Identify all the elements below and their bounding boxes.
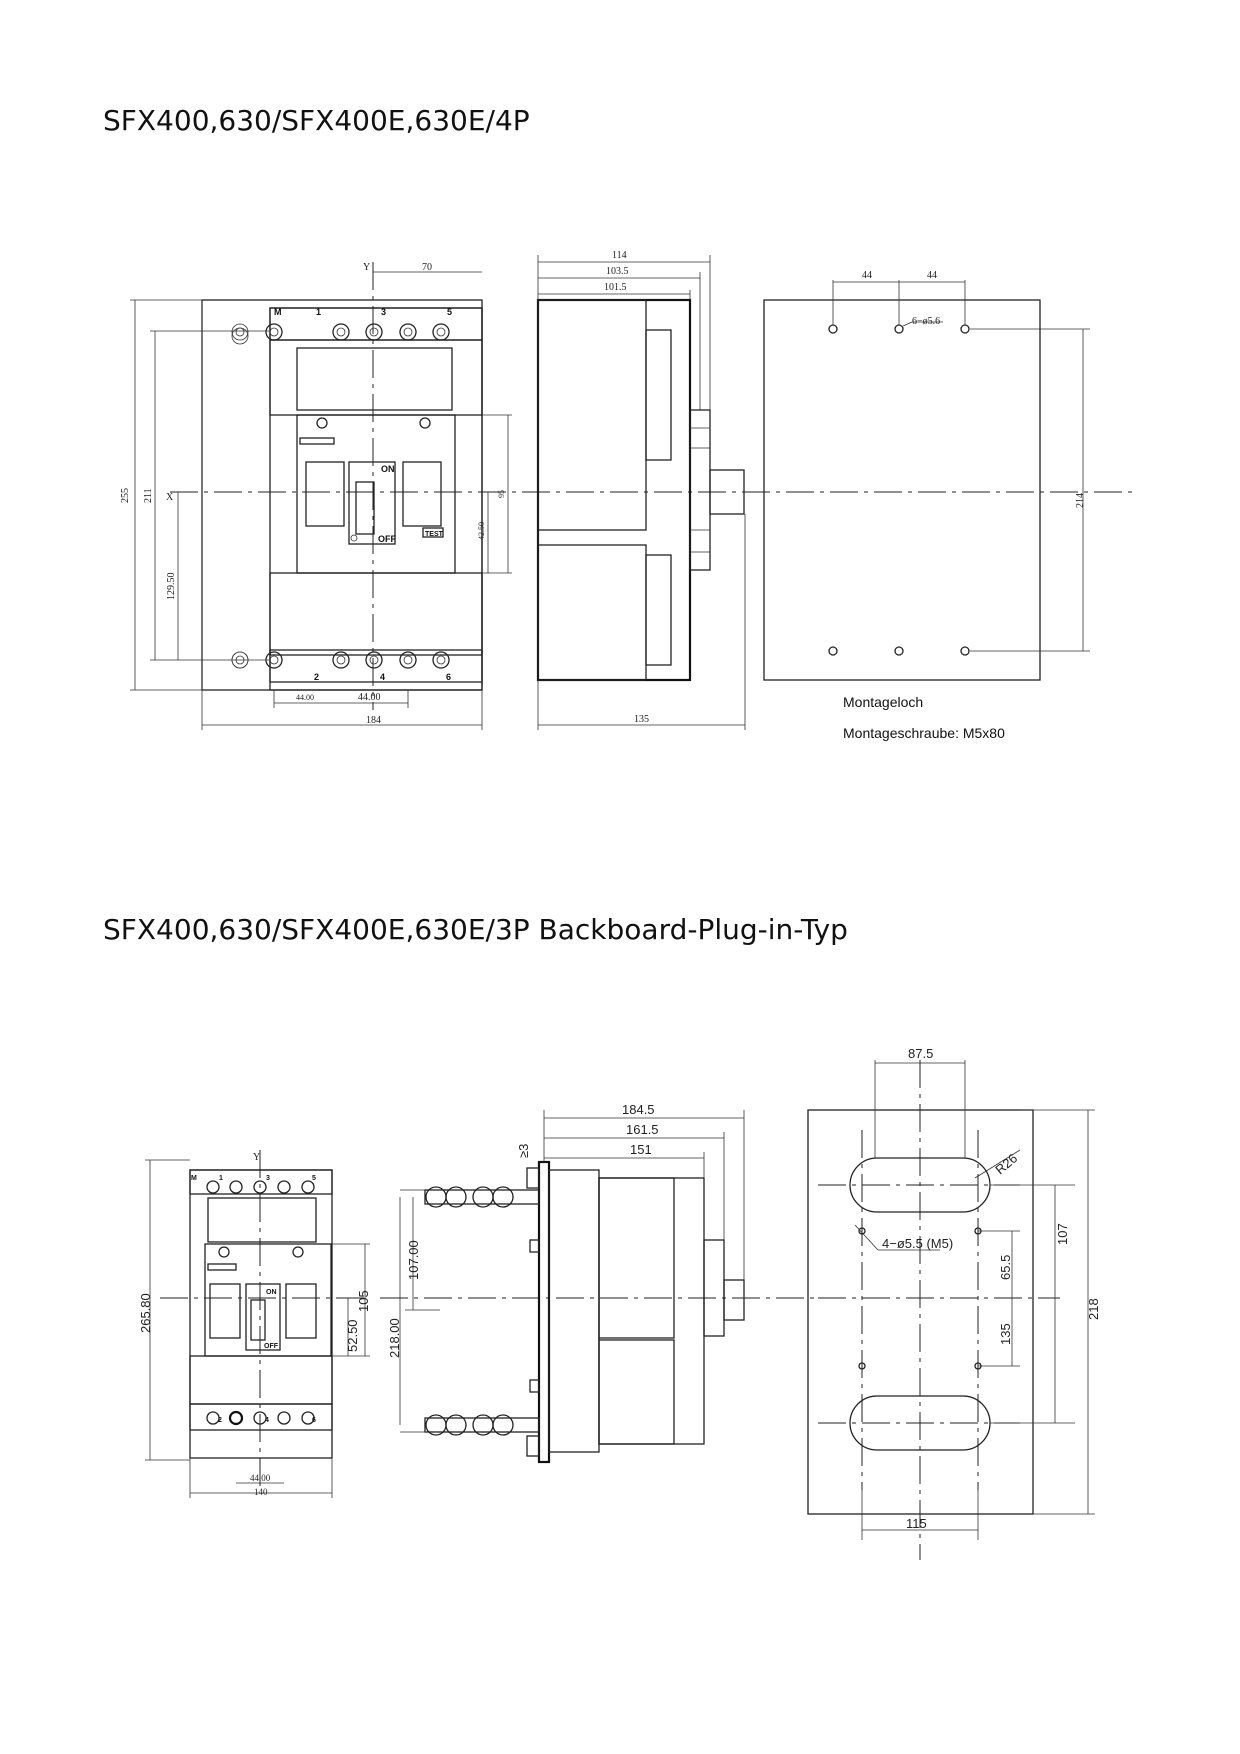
terminal-label-2: 2 [314, 672, 320, 682]
dim-window-height-2: 42.50 [477, 522, 486, 540]
dim-side-d3: 151 [630, 1142, 652, 1157]
dim-plate-holes: 6−ø5.6 [912, 316, 941, 327]
dim-half-width: 70 [422, 262, 432, 273]
dim-pole-pitch-b: 44.00 [358, 692, 381, 703]
front-cover [205, 1244, 331, 1356]
dim-plate-holes: 4−ø5.5 (M5) [882, 1236, 954, 1251]
dim-pole-pitch: 44.00 [250, 1473, 271, 1483]
breaker-body [190, 1170, 332, 1458]
switch-off-label: OFF [378, 534, 396, 544]
axis-x-label: X [166, 492, 174, 503]
dim-plate-v-inner: 65.5 [998, 1254, 1013, 1280]
dim-plate-width-top: 87.5 [908, 1046, 934, 1061]
terminal-label-3: 3 [381, 307, 387, 317]
section-title-3p-plug-in: SFX400,630/SFX400E,630E/3P Backboard-Plug-in-Typ [103, 913, 848, 946]
front-view-3p [138, 1150, 371, 1498]
terminal-label-6: 6 [312, 1417, 316, 1424]
dim-pole-pitch-a: 44.00 [296, 693, 314, 702]
switch-off-label: OFF [264, 1343, 278, 1350]
handle-base [690, 410, 710, 570]
axis-y-label: Y [363, 262, 371, 273]
breaker-side-body [599, 1178, 704, 1444]
front-view-4p [120, 262, 1135, 730]
dim-height-total: 255 [120, 488, 131, 503]
dim-mount-height: 211 [143, 488, 154, 503]
test-button-label[interactable]: TEST [425, 531, 443, 538]
dim-lower-height: 52.50 [345, 1319, 360, 1352]
dim-plate-v-mid: 135 [998, 1323, 1013, 1345]
terminal-label-3: 3 [266, 1175, 270, 1182]
top-cover-panel [297, 348, 452, 410]
dim-side-d2: 103.5 [606, 266, 629, 277]
dim-side-d2: 161.5 [626, 1122, 659, 1137]
front-cover [297, 415, 455, 573]
dim-lower-height: 129.50 [166, 572, 177, 600]
terminal-label-m: M [274, 307, 282, 317]
cover-screw-icon [420, 418, 430, 428]
dim-plate-width-bottom: 115 [906, 1516, 927, 1531]
dim-side-d3: 101.5 [604, 282, 627, 293]
dim-width-total: 184 [366, 715, 381, 726]
cover-screw-icon [219, 1247, 229, 1257]
terminal-label-1: 1 [219, 1175, 223, 1182]
side-view-3p [380, 1102, 830, 1462]
dim-side-v1: 107.00 [406, 1240, 421, 1280]
cover-screw-icon [317, 418, 327, 428]
plate-outline [764, 300, 1040, 680]
dim-side-gap: ≥3 [516, 1143, 531, 1158]
terminal-label-m: M [191, 1175, 197, 1182]
mounting-hole-icon [829, 647, 837, 655]
window-right [403, 462, 441, 526]
outer-frame [202, 300, 482, 690]
switch-on-label: ON [381, 464, 395, 474]
terminal-label-5: 5 [447, 307, 453, 317]
mounting-hole-icon [895, 647, 903, 655]
mounting-hole-icon [895, 325, 903, 333]
dim-side-d1: 184.5 [622, 1102, 655, 1117]
section-title-4p: SFX400,630/SFX400E,630E/4P [103, 104, 530, 137]
mounting-hole-icon [961, 647, 969, 655]
dim-side-v2: 218.00 [387, 1318, 402, 1358]
dim-plate-spacing-a: 44 [862, 270, 872, 281]
cutout-plate-3p [808, 1046, 1101, 1560]
dim-plate-height: 214 [1075, 493, 1086, 508]
window-left [306, 462, 344, 526]
note-mounting-hole: Montageloch [843, 694, 924, 710]
dim-plate-spacing-b: 44 [927, 270, 937, 281]
terminal-label-5: 5 [312, 1175, 316, 1182]
terminal-label-2: 2 [218, 1417, 222, 1424]
dim-slot-radius: R26 [992, 1150, 1021, 1178]
switch-on-label: ON [266, 1289, 277, 1296]
axis-y-label: Y [253, 1152, 261, 1163]
dim-width: 140 [254, 1487, 268, 1497]
terminal-label-4: 4 [380, 672, 386, 682]
bottom-body [270, 573, 482, 655]
window-right [286, 1284, 316, 1338]
dim-side-depth: 135 [634, 714, 649, 725]
dim-height-total: 265.80 [138, 1293, 153, 1333]
terminal-label-4: 4 [265, 1417, 269, 1424]
terminal-label-1: 1 [316, 307, 322, 317]
cover-screw-icon [293, 1247, 303, 1257]
top-cover-panel [208, 1198, 316, 1242]
window-left [210, 1284, 240, 1338]
dim-window-height: 105 [356, 1290, 371, 1312]
plug-in-studs [425, 1168, 539, 1456]
side-body [538, 300, 690, 680]
dim-plate-v-total: 218 [1086, 1298, 1101, 1320]
dim-plate-v-slot: 107 [1055, 1223, 1070, 1245]
backboard [539, 1162, 549, 1462]
dim-window-height: 95 [497, 490, 506, 498]
dim-side-d1: 114 [612, 250, 627, 261]
top-terminals [232, 308, 482, 340]
note-mounting-screw: Montageschraube: M5x80 [843, 725, 1005, 741]
handle [724, 1280, 744, 1320]
side-view-4p [538, 250, 745, 730]
terminal-label-6: 6 [446, 672, 452, 682]
mounting-hole-icon [961, 325, 969, 333]
breaker-body [270, 308, 482, 690]
mounting-plate-4p [764, 270, 1090, 741]
mounting-hole-icon [829, 325, 837, 333]
